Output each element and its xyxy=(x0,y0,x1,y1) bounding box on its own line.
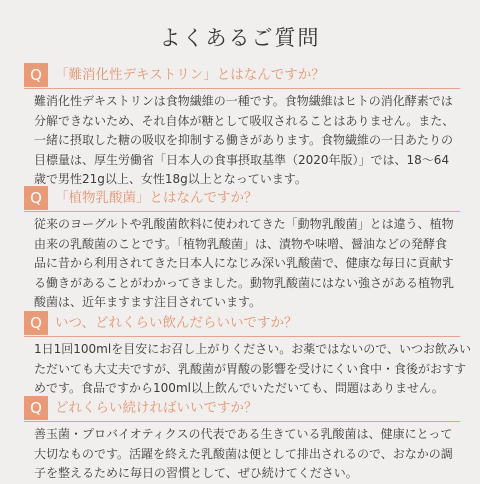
answer-line: 酸菌は、近年ますます注目されています。 xyxy=(34,295,262,309)
answer-line: 分解できないため、それ自体が糖として吸収されることはありません。また、 xyxy=(34,113,455,128)
question-text: 「難消化性デキストリン」とはなんですか？ xyxy=(55,67,325,83)
answer-line: めです。食品ですから100ml以上飲んでいただいても、問題はありません。 xyxy=(34,381,444,395)
faq-item xyxy=(24,396,460,484)
answer-line: 一緒に摂取した糖の吸収を抑制する働きがあります。食物繊維の一日あたりの xyxy=(34,133,454,147)
q-badge: Q xyxy=(24,396,48,420)
answer-text xyxy=(34,215,460,313)
question-header xyxy=(24,311,460,335)
q-badge: Q xyxy=(24,63,48,87)
q-badge: Q xyxy=(24,186,48,210)
answer-line: 歳で男性21g以上、女性18g以上となっています。 xyxy=(34,172,307,186)
faq-item xyxy=(24,311,471,399)
answer-text xyxy=(34,340,471,399)
page-title: よくあるご質問 xyxy=(159,26,321,50)
q-badge: Q xyxy=(24,311,48,335)
answer-line: る働きがあることがわかってきました。動物乳酸菌にはない強さがある植物乳 xyxy=(34,275,455,290)
question-header xyxy=(24,186,460,210)
answer-line: 1日1回100mlを目安にお召し上がりください。お薬ではないので、いつお飲みい xyxy=(34,342,471,356)
answer-text xyxy=(34,92,460,190)
answer-line: 従来のヨーグルトや乳酸菌飲料に使われてきた「動物乳酸菌」とは違う、植物 xyxy=(34,217,454,231)
answer-line: 難消化性デキストリンは食物繊維の一種です。食物繊維はヒトの消化酵素では xyxy=(34,94,453,108)
divider xyxy=(24,421,460,422)
question-header xyxy=(24,396,460,420)
answer-line: 由来の乳酸菌のことです。「植物乳酸菌」は、漬物や味噌、醤油などの発酵食 xyxy=(34,236,448,251)
question-header xyxy=(24,63,460,87)
answer-line: 目標量は、厚生労働省「日本人の食事摂取基準（2020年版）」では、18〜64 xyxy=(34,152,450,167)
answer-line: 品に昔から利用されてきた日本人になじみ深い乳酸菌で、健康な毎日に貢献す xyxy=(34,256,454,270)
faq-item xyxy=(24,186,460,313)
answer-line: 善玉菌・プロバイオティクスの代表である生きている乳酸菌は、健康にとって xyxy=(34,427,453,441)
answer-line: ただいても大丈夫ですが、乳酸菌が胃酸の影響を受けにくい食中・食後がおすす xyxy=(34,361,467,376)
answer-line: 大切なものです。活躍を終えた乳酸菌は便として排出されるので、おなかの調 xyxy=(34,446,453,461)
answer-line: 子を整えるために毎日の習慣として、ぜひ続けてください。 xyxy=(34,466,358,480)
divider xyxy=(24,211,460,212)
answer-text xyxy=(34,425,460,484)
question-text: どれくらい続ければいいですか？ xyxy=(55,400,258,416)
faq-item xyxy=(24,63,460,190)
divider xyxy=(24,336,460,337)
question-text: 「植物乳酸菌」とはなんですか？ xyxy=(55,190,258,206)
divider xyxy=(24,88,460,89)
question-text: いつ、どれくらい飲んだらいいですか？ xyxy=(55,315,298,331)
